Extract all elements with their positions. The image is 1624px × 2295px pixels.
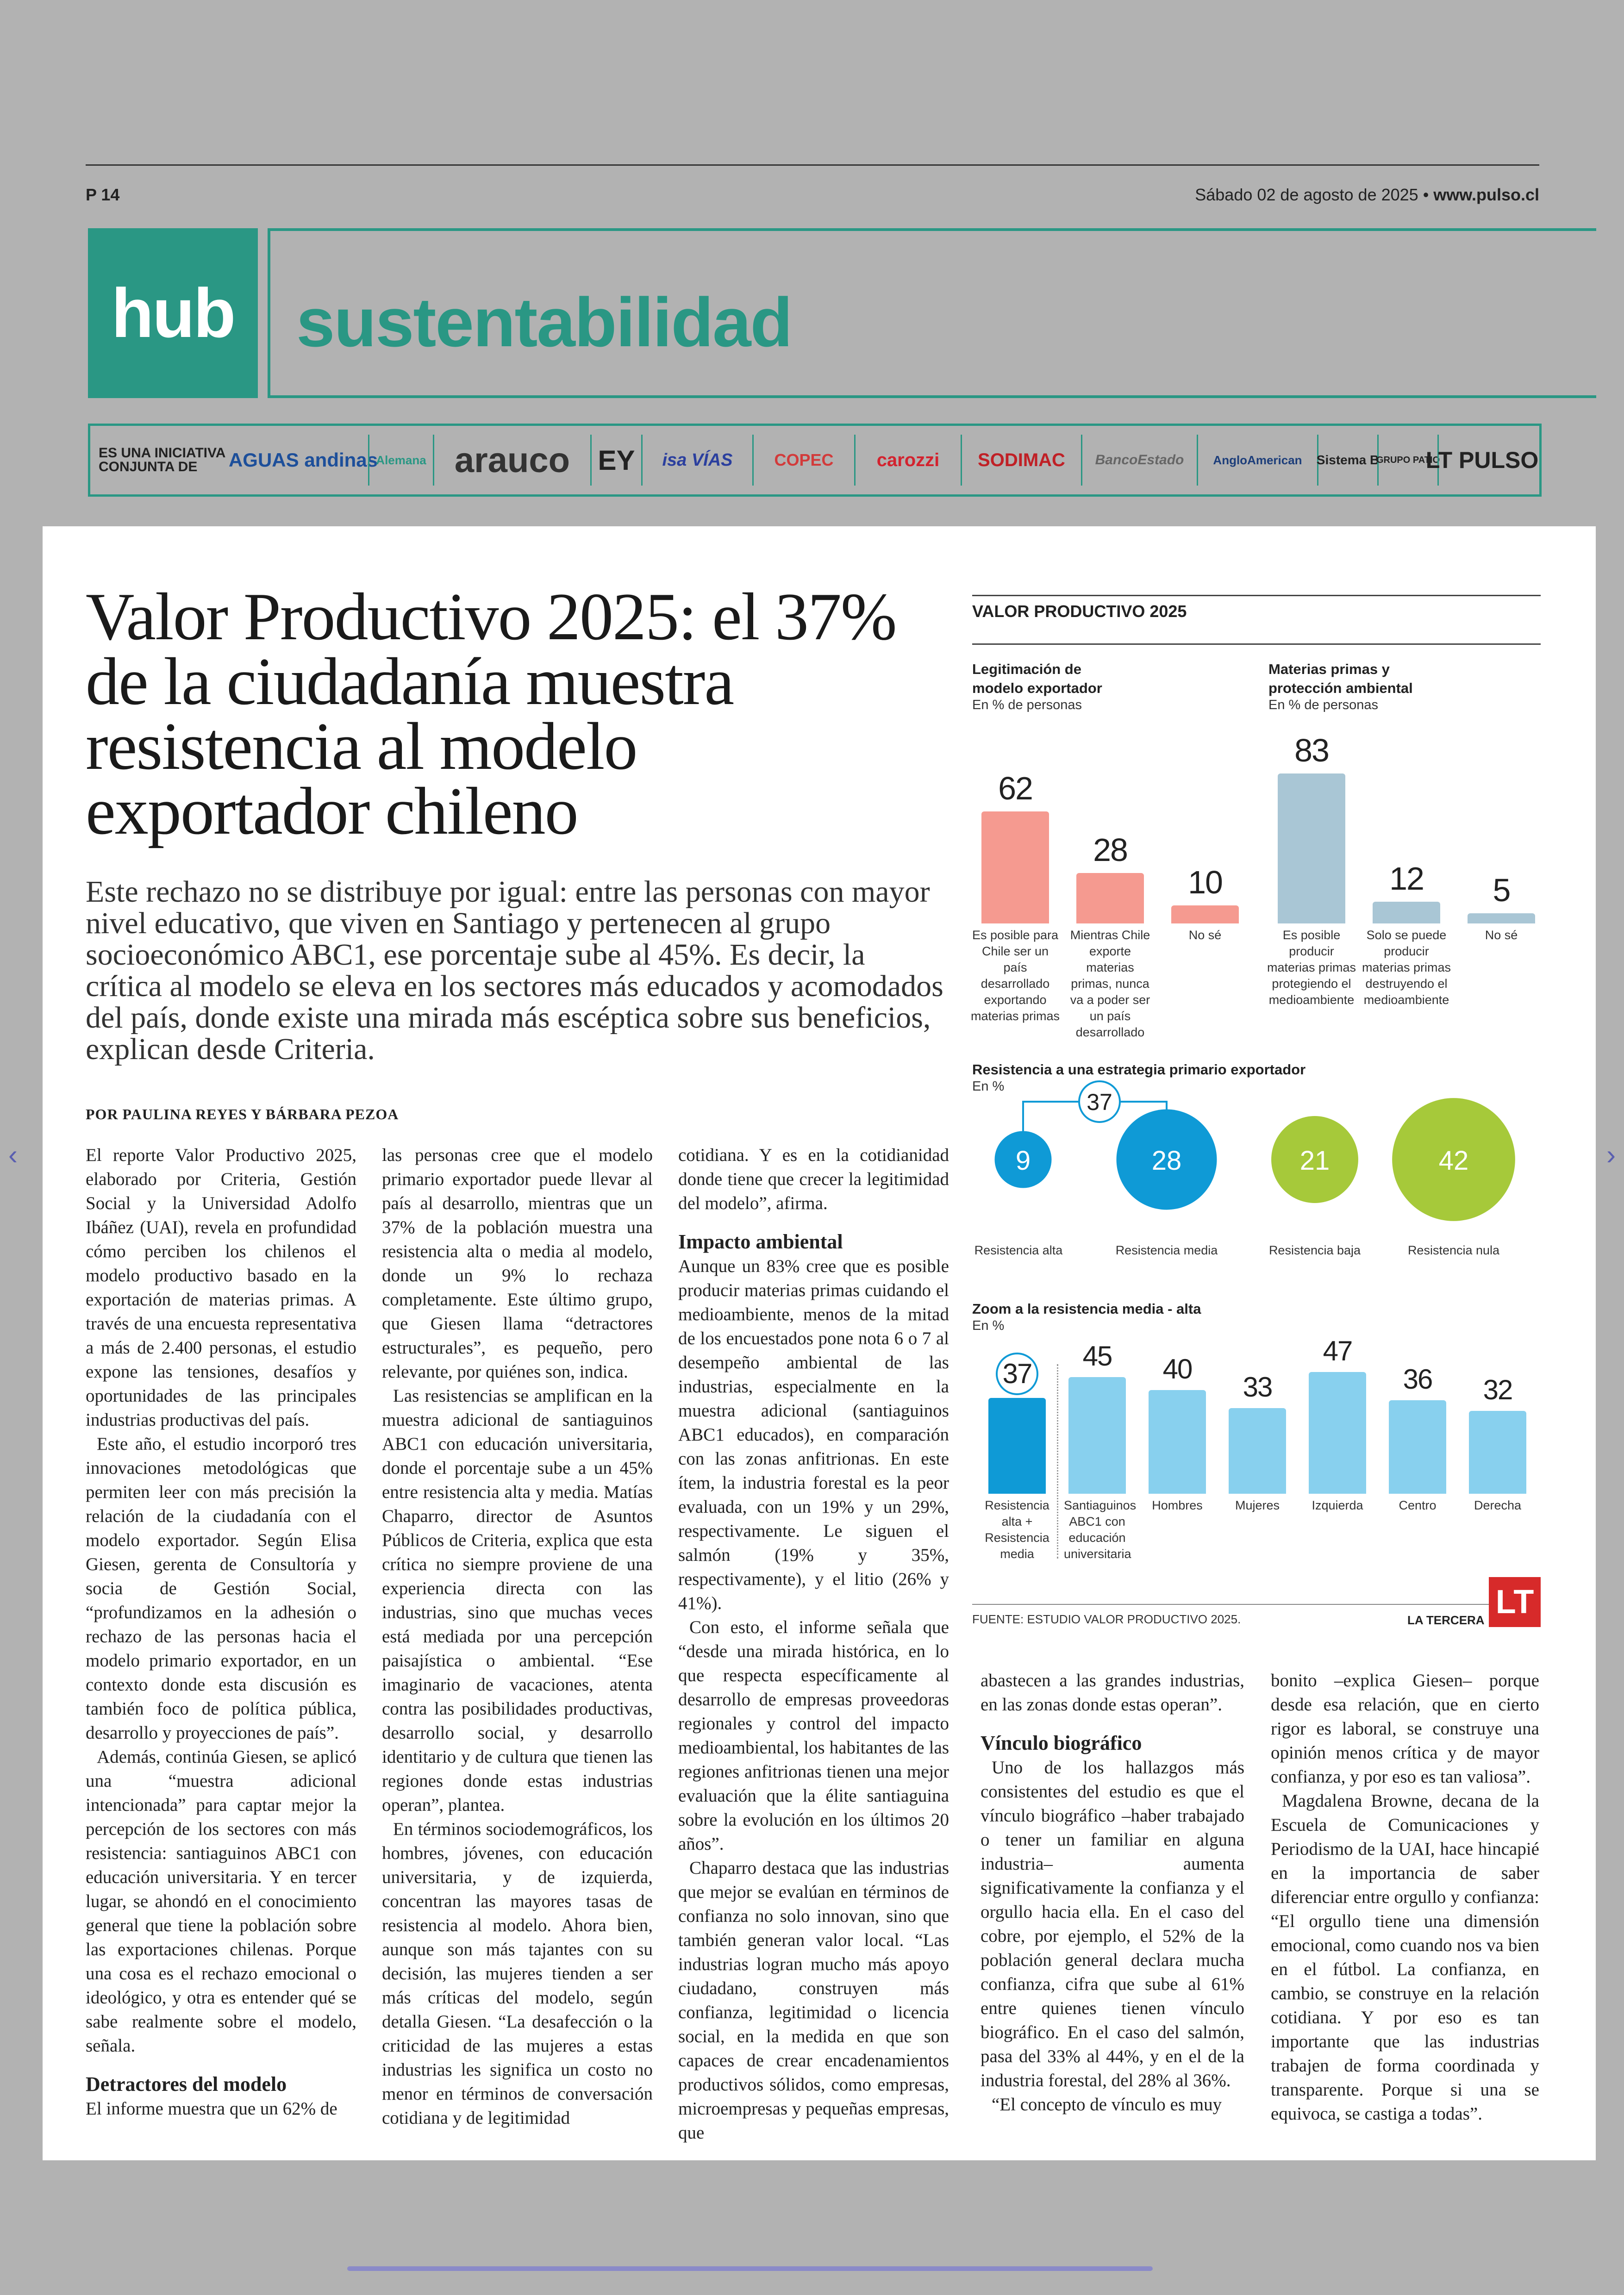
infographic <box>972 595 1541 1634</box>
sponsor-bar <box>88 424 1542 497</box>
bar-value: 10 <box>1188 864 1222 900</box>
sponsor-logo: carozzi <box>854 435 961 486</box>
article-column-1 <box>86 1143 356 2121</box>
chart-zoom-resistencia <box>972 1299 1541 1577</box>
chart-unit: En % <box>972 1079 1005 1094</box>
bar-label: Resistencia alta + Resistencia media <box>985 1498 1049 1561</box>
bar <box>1373 902 1440 923</box>
horizontal-scrollbar[interactable] <box>347 2266 1153 2271</box>
bubble-label: Resistencia nula <box>1407 1243 1500 1257</box>
bar-value: 12 <box>1389 861 1424 897</box>
divider <box>1057 1364 1058 1559</box>
paragraph: El reporte Valor Productivo 2025, elaborado por Criteria, Gestión Social y la Universidad Adolfo Ibáñez (UAI), revela en profundidad cómo perciben los chilenos el modelo productivo basado en la exportación de materias primas. A través de una encuesta representativa a más de 2.400 personas, el estudio expone las tensiones, desafíos y oportunidades de las principales industrias productivas del país. <box>86 1145 356 1430</box>
bubble-value: 42 <box>1438 1146 1469 1176</box>
next-page-chevron-icon[interactable]: › <box>1606 1139 1616 1170</box>
bar-label: Centro <box>1399 1498 1437 1512</box>
paragraph: Con esto, el informe señala que “desde una mirada histórica, en lo que respecta específicamente al desarrollo de empresas proveedoras regionales y control del impacto medioambiental, los habitantes de las regiones anfitrionas tienen una mejor evaluación que la élite santiaguina sobre la evolución en los últimos 20 años”. <box>678 1617 949 1854</box>
sponsor-logo: EY <box>590 435 641 486</box>
paragraph: Aunque un 83% cree que es posible producir materias primas cuidando el medioambiente, menos de la mitad de los encuestados pone nota 6 o 7 al desempeño ambiental de las industrias, especialmente en la muestra adicional (santiaguinos ABC1 educados), en comparación con las zonas anfitrionas. En este ítem, la industria forestal es la peor evaluada, con un 19% y un 29%, respectivamente. Le siguen el salmón (19% y 35%, respectivamente), y el litio (26% y 41%). <box>678 1256 949 1613</box>
paragraph: Este año, el estudio incorporó tres innovaciones metodológicas que permiten leer con más precisión la relación de la ciudadanía con el modelo exportador. Según Elisa Giesen, gerenta de Consultoría y socia de Gestión Social, “profundizamos en la adhesión o rechazo de las personas hacia el modelo primario exportador, en un contexto donde esta discusión es también foco de política pública, desarrollo y proyecciones de país”. <box>86 1434 356 1743</box>
bubble-chart <box>972 1089 1541 1280</box>
hub-logo: hub <box>88 228 258 398</box>
headline: Valor Productivo 2025: el 37% de la ciudadanía muestra resistencia al modelo exportador chileno <box>86 579 896 848</box>
paragraph: Uno de los hallazgos más consistentes del estudio es que el vínculo biográfico –haber trabajado o tener un familiar en alguna industria– aumenta significativamente la confianza y el orgullo hacia ella. En el caso del cobre, por ejemplo, el 52% de la población general declara mucha confianza, cifra que sube al 61% entre quienes tienen vínculo biográfico. En el caso del salmón, pasa del 33% al 44%, y en el de la industria forestal, del 28% al 36%. <box>981 1758 1244 2090</box>
bar-value: 62 <box>998 770 1032 807</box>
bar-value: 47 <box>1323 1335 1352 1366</box>
sponsor-intro: ES UNA INICIATIVA CONJUNTA DE <box>99 445 225 474</box>
bar-label: Es posible producir materias primas protegiendo el medioambiente <box>1267 928 1356 1007</box>
chart-area <box>972 1299 1541 1577</box>
bar-label: No sé <box>1485 928 1518 942</box>
bar <box>1389 1400 1446 1494</box>
chart-unit: En % <box>972 1318 1005 1333</box>
sponsor-logo: arauco <box>433 435 590 486</box>
sponsor-logo: COPEC <box>752 435 854 486</box>
sponsor-logo: GRUPO PATIO <box>1377 435 1437 486</box>
chart-area <box>972 660 1250 1039</box>
subheading: Impacto ambiental <box>678 1230 843 1253</box>
infographic-rule <box>972 1604 1541 1605</box>
bar-value: 32 <box>1483 1374 1512 1405</box>
bar-value: 28 <box>1093 831 1127 868</box>
bubble-value: 9 <box>1015 1146 1031 1176</box>
bubble-label: Resistencia media <box>1115 1243 1218 1257</box>
infographic-rule <box>972 595 1541 596</box>
paragraph: cotidiana. Y es en la cotidianidad donde tiene que crecer la legitimidad del modelo”, afirma. <box>678 1145 949 1213</box>
bar-value: 83 <box>1294 732 1329 769</box>
chart-area <box>1268 660 1541 1039</box>
sponsor-logo: BancoEstado <box>1081 435 1197 486</box>
paragraph: Magdalena Browne, decana de la Escuela de Comunicaciones y Periodismo de la UAI, hace hincapié en la importancia de saber diferenciar entre orgullo y confianza: “El orgullo tiene una dimensión emocional, como cuando nos va bien en el fútbol. La confianza, en cambio, se construye en la relación cotidiana. Y por eso es tan importante que las industrias trabajen de forma coordinada y transparente. Porque si una se equivoca, se castiga a todas”. <box>1271 1791 1539 2124</box>
paragraph: Chaparro destaca que las industrias que mejor se evalúan en términos de confianza no solo innovan, sino que también generan valor local. “Las industrias logran mucho más apoyo ciudadano, construyen más confianza, legitimidad o licencia social, en la medida en que son capaces de crear encadenamientos productivos sólidos, como empresas, microempresas y pequeñas empresas, que <box>678 1858 949 2143</box>
bar-value: 37 <box>996 1353 1038 1395</box>
bar <box>1076 873 1144 923</box>
bar-label: Mientras Chile exporte materias primas, nunca va a poder ser un país desarrollado <box>1070 928 1150 1039</box>
bar-label: Santiaguinos ABC1 con educación universitaria <box>1064 1498 1137 1561</box>
bar <box>981 811 1049 923</box>
article-column-5 <box>1271 1669 1539 2126</box>
paragraph: bonito –explica Giesen– porque desde esa relación, que en cierto rigor es laboral, se construye una opinión menos crítica y de mayor confianza, y por eso es tan valiosa”. <box>1271 1671 1539 1787</box>
bar-value: 45 <box>1082 1341 1112 1372</box>
page-number: P 14 <box>86 185 120 204</box>
bar <box>1229 1408 1286 1494</box>
group-total-value: 37 <box>1087 1089 1112 1115</box>
bar-value: 40 <box>1162 1353 1192 1384</box>
bar <box>1309 1372 1366 1494</box>
sponsor-logo: Alemana <box>368 435 433 486</box>
subheading: Detractores del modelo <box>86 2073 287 2095</box>
chart-resistencia <box>972 1060 1541 1268</box>
date: Sábado 02 de agosto de 2025 <box>1195 185 1418 204</box>
sponsor-logo: SODIMAC <box>961 435 1081 486</box>
bar-value: 36 <box>1403 1364 1432 1395</box>
sponsor-logo: AGUAS andinas <box>228 449 378 471</box>
sponsor-logo: isa VÍAS <box>641 435 752 486</box>
paragraph: “El concepto de vínculo es muy <box>992 2095 1222 2114</box>
paragraph: Además, continúa Giesen, se aplicó una “muestra adicional intencionada” para captar mejor la percepción de los sectores con más resistencia: santiaguinos ABC1 con educación universitaria. Y en tercer lugar, se ahondó en el conocimiento general que tiene la población sobre las exportaciones chilenas. Porque una cosa es el rechazo emocional o ideológico, y otra es entender qué se sabe realmente sobre el modelo, señala. <box>86 1747 356 2056</box>
prev-page-chevron-icon[interactable]: ‹ <box>8 1139 18 1170</box>
chart-title: Resistencia a una estrategia primario exportador <box>972 1061 1306 1078</box>
bar <box>1068 1377 1126 1494</box>
bar-value: 5 <box>1493 872 1510 908</box>
section-title: sustentabilidad <box>296 283 792 361</box>
bubble-label: Resistencia alta <box>974 1243 1063 1257</box>
deck: Este rechazo no se distribuye por igual: entre las personas con mayor nivel educativo, que viven en Santiago y pertenecen al grupo socioeconómico ABC1, ese porcentaje sube al 45%. Es decir, la crítica al modelo se eleva en los sectores más educados y acomodados del país, donde existe una mirada más escéptica sobre sus beneficios, explican desde Criteria. <box>86 875 943 1066</box>
chart-unit: En % de personas <box>972 698 1082 712</box>
bar-label: Izquierda <box>1312 1498 1363 1512</box>
bar <box>1469 1411 1526 1494</box>
source-note: FUENTE: ESTUDIO VALOR PRODUCTIVO 2025. <box>972 1612 1241 1626</box>
article-column-4 <box>981 1669 1244 2117</box>
bar <box>1468 913 1535 923</box>
bubble-value: 28 <box>1151 1146 1182 1176</box>
bar <box>1171 905 1239 923</box>
lt-logo: LT <box>1489 1577 1541 1627</box>
brand-name: LA TERCERA <box>1407 1613 1485 1627</box>
infographic-rule <box>972 643 1541 645</box>
bar-value: 33 <box>1243 1372 1272 1403</box>
site-link[interactable]: www.pulso.cl <box>1433 185 1539 204</box>
bubble-label: Resistencia baja <box>1268 1243 1361 1257</box>
chart-unit: En % de personas <box>1268 698 1378 712</box>
chart-materias-primas <box>1268 660 1541 1039</box>
bubble-value: 21 <box>1299 1146 1330 1176</box>
bar-label: Hombres <box>1152 1498 1203 1512</box>
sponsor-logo: AngloAmerican <box>1197 435 1317 486</box>
chart-legitimacion <box>972 660 1250 1039</box>
chart-title: Legitimación de modelo exportador <box>972 661 1102 696</box>
bar-label: Solo se puede producir materias primas destruyendo el medioambiente <box>1362 928 1451 1007</box>
chart-title: Materias primas y protección ambiental <box>1268 661 1413 696</box>
bar-label: No sé <box>1188 928 1222 942</box>
paragraph: abastecen a las grandes industrias, en las zonas donde estas operan”. <box>981 1671 1244 1715</box>
paragraph: El informe muestra que un 62% de <box>86 2099 337 2119</box>
sponsor-logo: Sistema B <box>1317 435 1377 486</box>
bar <box>988 1398 1046 1494</box>
article-column-3 <box>678 1143 949 2145</box>
bar <box>1149 1390 1206 1494</box>
bar-label: Derecha <box>1474 1498 1522 1512</box>
subheading: Vínculo biográfico <box>981 1732 1142 1754</box>
sponsor-logo: LT PULSO <box>1437 435 1525 486</box>
date-line: Sábado 02 de agosto de 2025 • www.pulso.cl <box>1195 185 1539 204</box>
bar-label: Es posible para Chile ser un país desarrollado exportando materias primas <box>970 928 1060 1023</box>
top-rule <box>86 164 1539 166</box>
bar <box>1278 773 1345 923</box>
paragraph: Las resistencias se amplifican en la muestra adicional de santiaguinos ABC1 con educación universitaria, donde el porcentaje sube a un 45% entre resistencia alta y media. Matías Chaparro, director de Asuntos Públicos de Criteria, explica que esta crítica no siempre proviene de una experiencia directa con las industrias, sino que muchas veces está mediada por una percepción paisajística o ambiental. “Ese imaginario de vacaciones, atenta contra las posibilidades productivas, desarrollo social, y desarrollo identitario y de cultura que tienen las regiones donde estas industrias operan”, plantea. <box>382 1386 653 1815</box>
article-column-2 <box>382 1143 653 2130</box>
byline: POR PAULINA REYES Y BÁRBARA PEZOA <box>86 1106 399 1123</box>
paragraph: las personas cree que el modelo primario exportador puede llevar al país al desarrollo, mientras que un 37% de la población muestra una resistencia alta o media al modelo, donde un 9% lo rechaza completamente. Este último grupo, que Giesen llama “detractores estructurales”, es pequeño, pero relevante, por quiénes son, indica. <box>382 1145 653 1382</box>
infographic-title: VALOR PRODUCTIVO 2025 <box>972 602 1187 621</box>
bar-label: Mujeres <box>1235 1498 1280 1512</box>
chart-title: Zoom a la resistencia media - alta <box>972 1301 1201 1317</box>
paragraph: En términos sociodemográficos, los hombres, jóvenes, con educación universitaria, y de izquierda, concentran las mayores tasas de resistencia al modelo. Ahora bien, aunque son más tajantes con su decisión, las mujeres tienden a ser más críticas del modelo, según detalla Giesen. “La desafección o la criticidad de las mujeres a estas industrias les significa un costo no menor en términos de conversación cotidiana y de legitimidad <box>382 1819 653 2128</box>
